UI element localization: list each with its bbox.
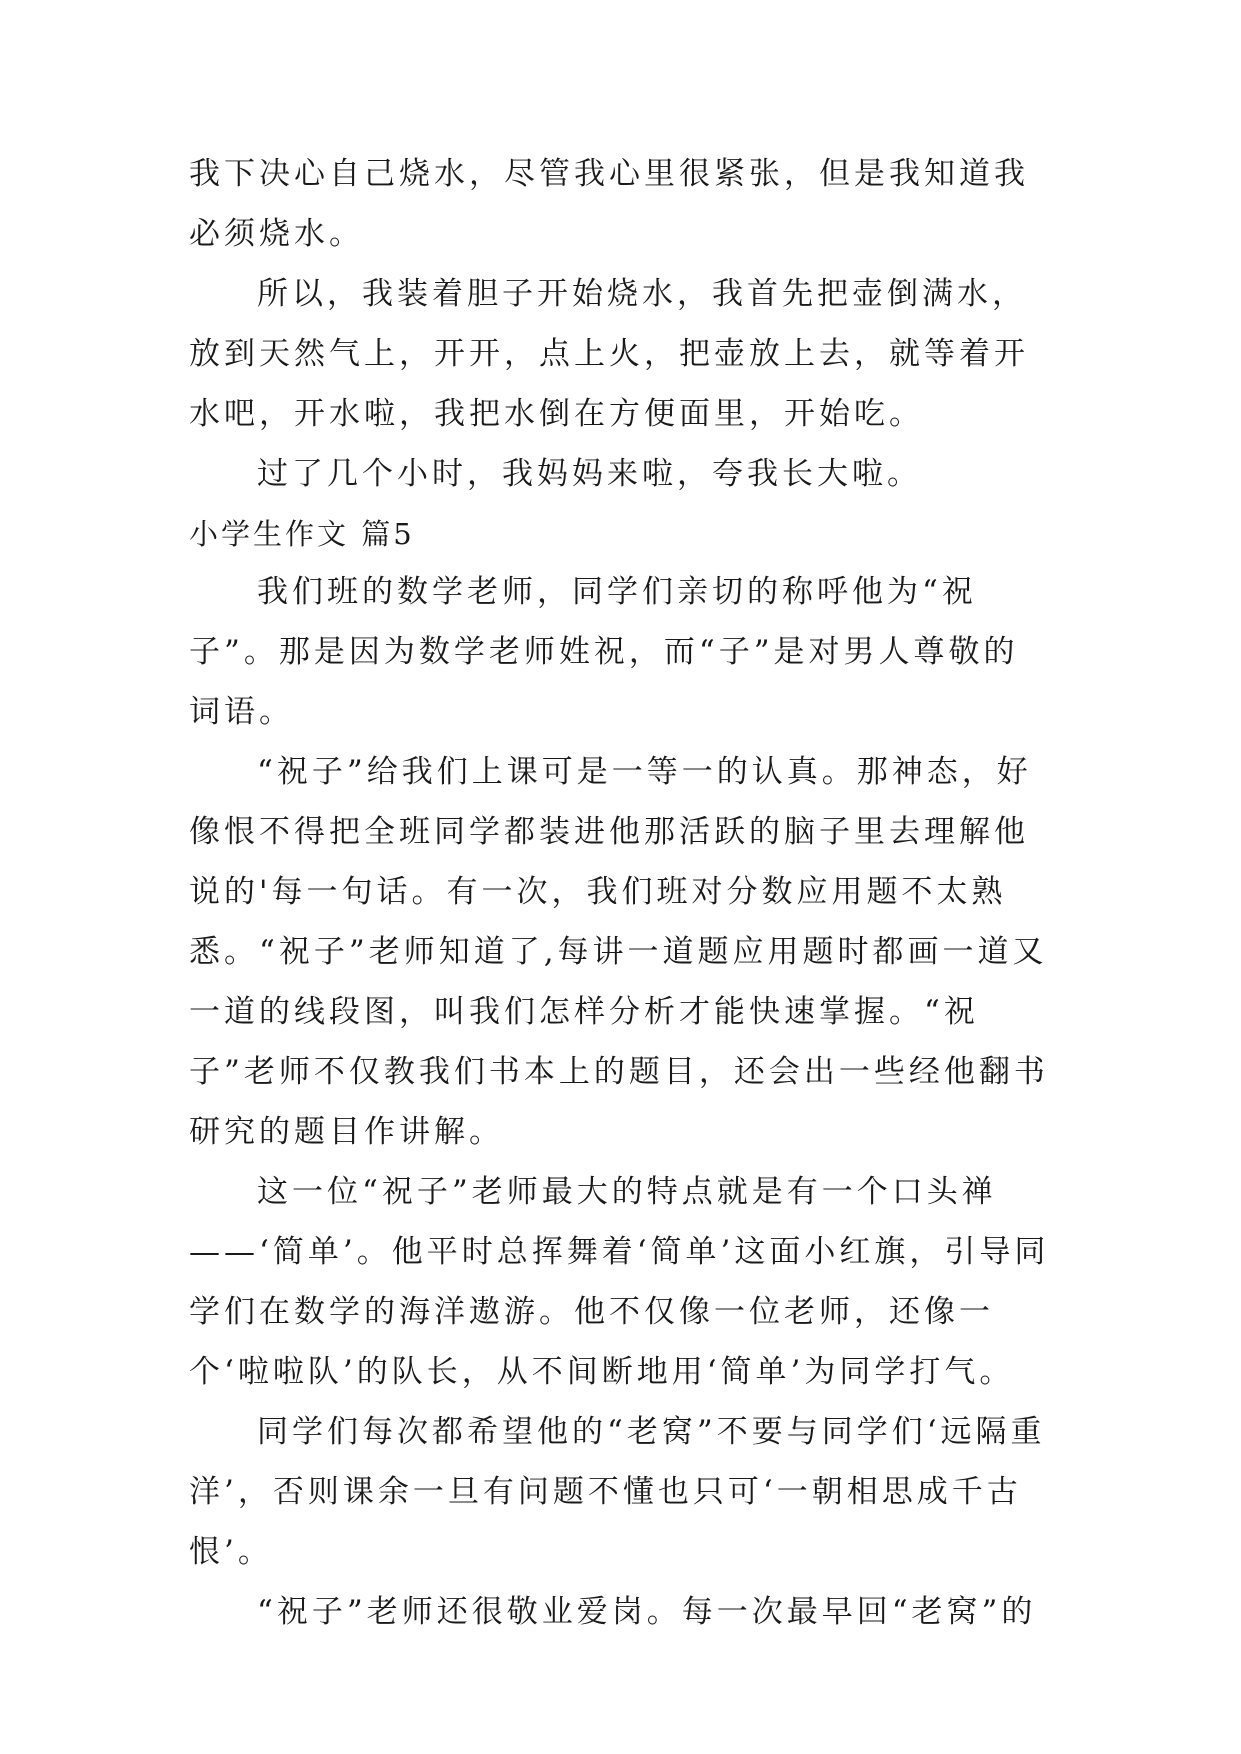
section-text-block (189, 562, 1051, 1642)
section-paragraph-3: 这一位“祝子”老师最大的特点就是有一个口头禅——‘简单’。他平时总挥舞着‘简单’这面小红旗，引导同学们在数学的海洋遨游。他不仅像一位老师，还像一个‘啦啦队’的队长，从不间断地用‘简单’为同学打气。 (189, 1174, 1050, 1390)
section-title: 小学生作文 篇5 (189, 517, 415, 551)
section-paragraph-5: “祝子”老师还很敬业爱岗。每一次最早回“老窝”的 (257, 1594, 1037, 1630)
section-paragraph-4: 同学们每次都希望他的“老窝”不要与同学们‘远隔重洋’，否则课余一旦有问题不懂也只可‘一朝相思成千古恨’。 (189, 1414, 1046, 1570)
paragraph-2: 所以，我装着胆子开始烧水，我首先把壶倒满水，放到天然气上，开开，点上火，把壶放上去，就等着开水吧，开水啦，我把水倒在方便面里，开始吃。 (189, 276, 1029, 432)
section-paragraph-2: “祝子”给我们上课可是一等一的认真。那神态，好像恨不得把全班同学都装进他那活跃的脑子里去理解他说的'每一句话。有一次，我们班对分数应用题不太熟悉。“祝子”老师知道了,每讲一道题应用题时都画一道又一道的线段图，叫我们怎样分析才能快速掌握。“祝子”老师不仅教我们书本上的题目，还会出一些经他翻书研究的题目作讲解。 (189, 754, 1049, 1150)
section-title-block (189, 504, 1051, 564)
top-text-block (189, 144, 1051, 504)
paragraph-3: 过了几个小时，我妈妈来啦，夸我长大啦。 (257, 456, 922, 492)
paragraph-1: 我下决心自己烧水，尽管我心里很紧张，但是我知道我必须烧水。 (189, 156, 1029, 252)
section-paragraph-1: 我们班的数学老师，同学们亲切的称呼他为“祝子”。那是因为数学老师姓祝，而“子”是对男人尊敬的词语。 (189, 574, 1019, 730)
